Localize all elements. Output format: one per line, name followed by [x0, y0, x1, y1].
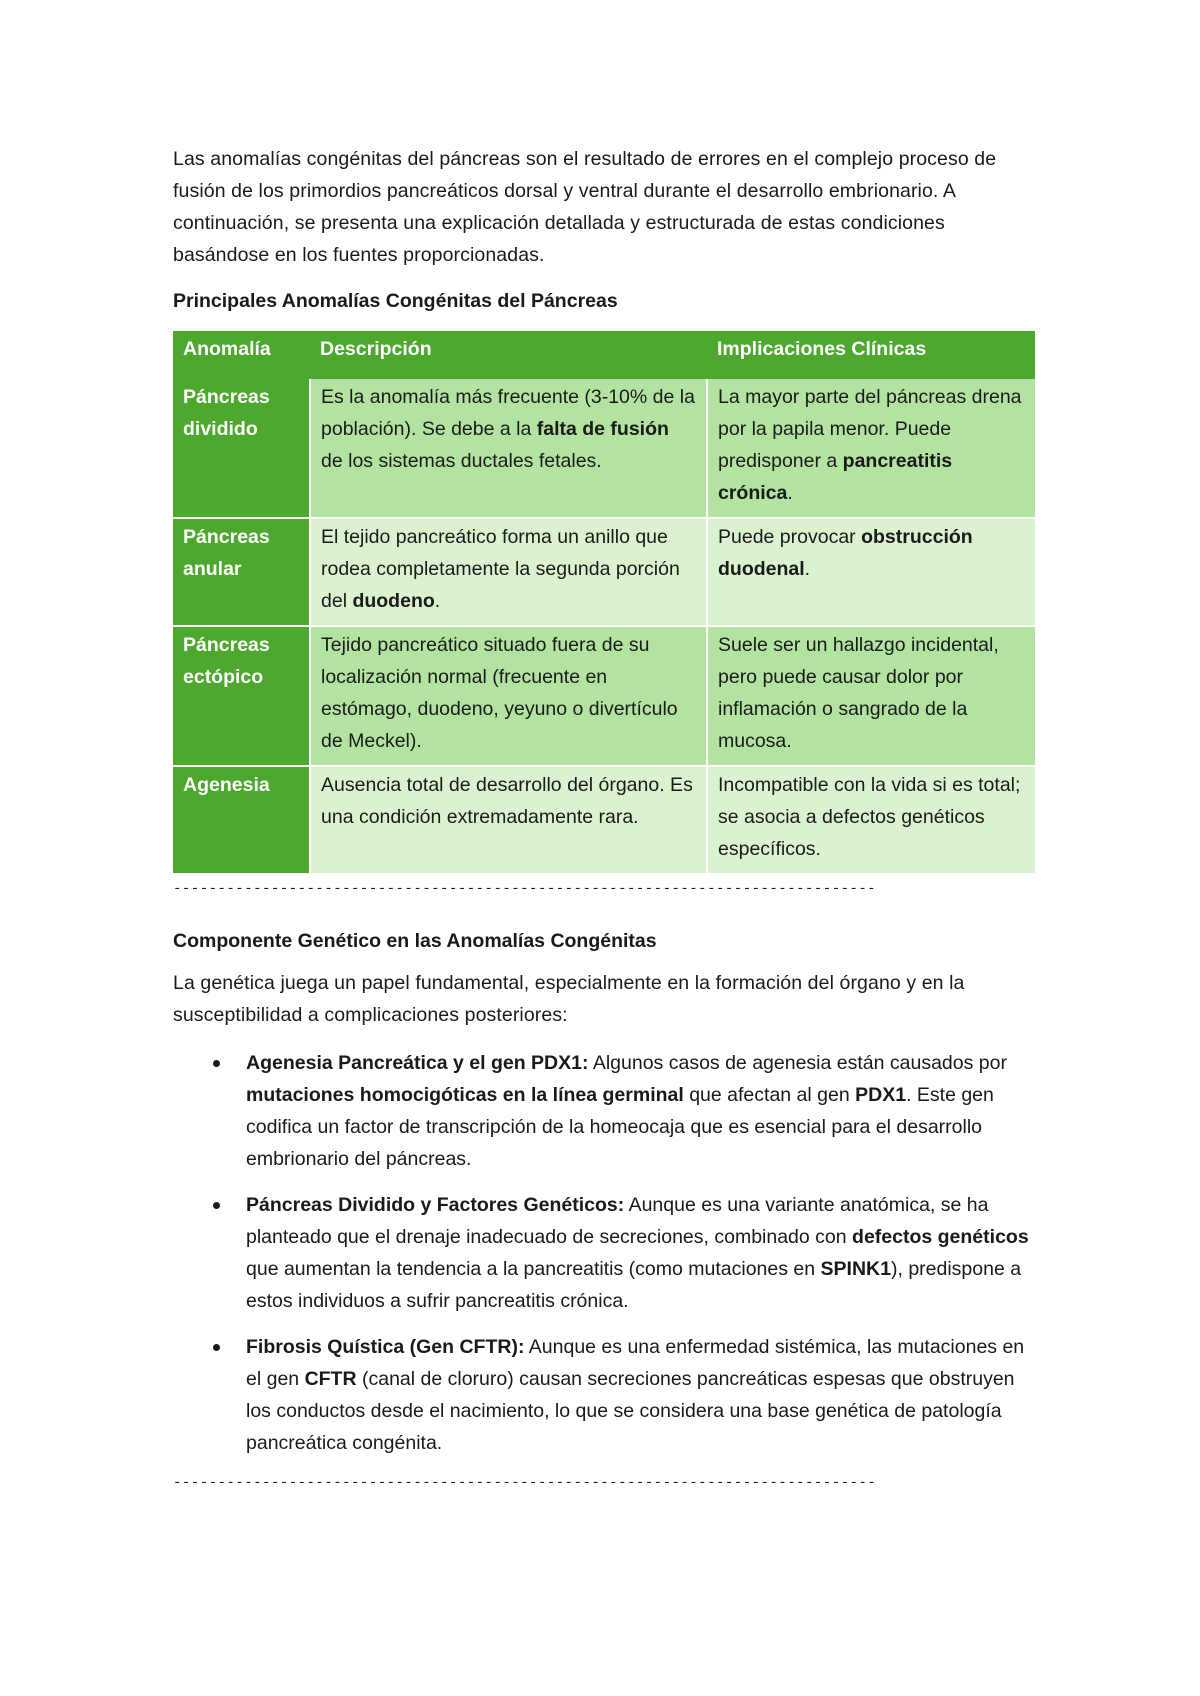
text-run: Algunos casos de agenesia están causados por [588, 1052, 1007, 1074]
anomaly-name-cell: Páncreas dividido [173, 379, 310, 518]
text-run: Aunque es una enfermedad sistémica, las mutaciones en el gen [246, 1336, 1025, 1390]
anomaly-name-cell: Páncreas anular [173, 518, 310, 626]
table-row [173, 518, 1035, 626]
text-run: (canal de cloruro) causan secreciones pancreáticas espesas que obstruyen los conductos desde el nacimiento, lo que se considera una base genética de patología pancreática congénita. [246, 1368, 1015, 1454]
bullet-icon [213, 1202, 220, 1209]
bold-text: duodeno [352, 590, 435, 612]
bold-text: Páncreas Dividido y Factores Genéticos: [246, 1194, 625, 1216]
table-header-row [173, 331, 1035, 379]
table-row [173, 379, 1035, 518]
text-run: Suele ser un hallazgo incidental, pero puede causar dolor por inflamación o sangrado de la mucosa. [718, 634, 999, 752]
bold-text: SPINK1 [820, 1258, 891, 1280]
text-run: que afectan al gen [683, 1084, 856, 1106]
anomalies-table [173, 331, 1035, 875]
description-cell [310, 518, 707, 626]
text-run: Tejido pancreático situado fuera de su localización normal (frecuente en estómago, duodeno, yeyuno o divertículo de Meckel). [321, 634, 678, 752]
genetic-intro-paragraph: La genética juega un papel fundamental, especialmente en la formación del órgano y en la susceptibilidad a complicaciones posteriores: [173, 972, 965, 1026]
table-row [173, 626, 1035, 766]
bold-text: Fibrosis Quística (Gen CFTR): [246, 1336, 525, 1358]
bold-text: PDX1 [855, 1084, 907, 1106]
bullet-icon [213, 1344, 220, 1351]
list-item [173, 1331, 1035, 1459]
description-cell [310, 766, 707, 874]
list-item [173, 1047, 1035, 1175]
text-run: El tejido pancreático forma un anillo que rodea completamente la segunda porción del [321, 526, 680, 612]
header-implicaciones: Implicaciones Clínicas [707, 331, 1035, 379]
implications-cell [707, 766, 1035, 874]
description-cell [310, 626, 707, 766]
header-anomalia: Anomalía [173, 331, 310, 379]
text-run: Incompatible con la vida si es total; se asocia a defectos genéticos específicos. [718, 774, 1021, 860]
table-section-title: Principales Anomalías Congénitas del Páncreas [173, 290, 618, 312]
text-run: Aunque es una variante anatómica, se ha planteado que el drenaje inadecuado de secreciones, combinado con [246, 1194, 989, 1248]
bold-text: defectos genéticos [852, 1226, 1029, 1248]
implications-cell [707, 518, 1035, 626]
text-run: ), predispone a estos individuos a sufrir pancreatitis crónica. [246, 1258, 1022, 1312]
divider-line-bottom: ------------------------------------------------------------------------------- [173, 1475, 877, 1491]
genetic-bullet-list [173, 1047, 1035, 1459]
bold-text: pancreatitis crónica [718, 450, 953, 504]
document-page [173, 143, 1035, 1493]
text-run: . [787, 482, 793, 504]
implications-cell [707, 626, 1035, 766]
anomaly-name-cell: Agenesia [173, 766, 310, 874]
implications-cell [707, 379, 1035, 518]
text-run: Es la anomalía más frecuente (3-10% de la población). Se debe a la [321, 386, 695, 440]
genetic-section-title: Componente Genético en las Anomalías Congénitas [173, 930, 657, 952]
text-run: de los sistemas ductales fetales. [321, 450, 602, 472]
list-item [173, 1189, 1035, 1317]
table-row [173, 766, 1035, 874]
text-run: . Este gen codifica un factor de transcripción de la homeocaja que es esencial para el desarrollo embrionario del páncreas. [246, 1084, 994, 1170]
description-cell [310, 379, 707, 518]
divider-line: ------------------------------------------------------------------------------- [173, 881, 877, 897]
bold-text: Agenesia Pancreática y el gen PDX1: [246, 1052, 589, 1074]
bold-text: CFTR [304, 1368, 357, 1390]
bullet-icon [213, 1060, 220, 1067]
text-run: Ausencia total de desarrollo del órgano. Es una condición extremadamente rara. [321, 774, 693, 828]
bold-text: falta de fusión [536, 418, 669, 440]
text-run: . [434, 590, 441, 612]
anomaly-name-cell: Páncreas ectópico [173, 626, 310, 766]
bold-text: mutaciones homocigóticas en la línea germinal [246, 1084, 684, 1106]
intro-paragraph: Las anomalías congénitas del páncreas son el resultado de errores en el complejo proceso de fusión de los primordios pancreáticos dorsal y ventral durante el desarrollo embrionario. A continuación, se presenta una explicación detallada y estructurada de estas condiciones basándose en los fuentes proporcionadas. [173, 148, 997, 266]
text-run: . [804, 558, 811, 580]
bold-text: obstrucción duodenal [718, 526, 973, 580]
header-descripcion: Descripción [310, 331, 707, 379]
text-run: que aumentan la tendencia a la pancreatitis (como mutaciones en [246, 1258, 821, 1280]
text-run: La mayor parte del páncreas drena por la papila menor. Puede predisponer a [718, 386, 1022, 472]
text-run: Puede provocar [718, 526, 862, 548]
